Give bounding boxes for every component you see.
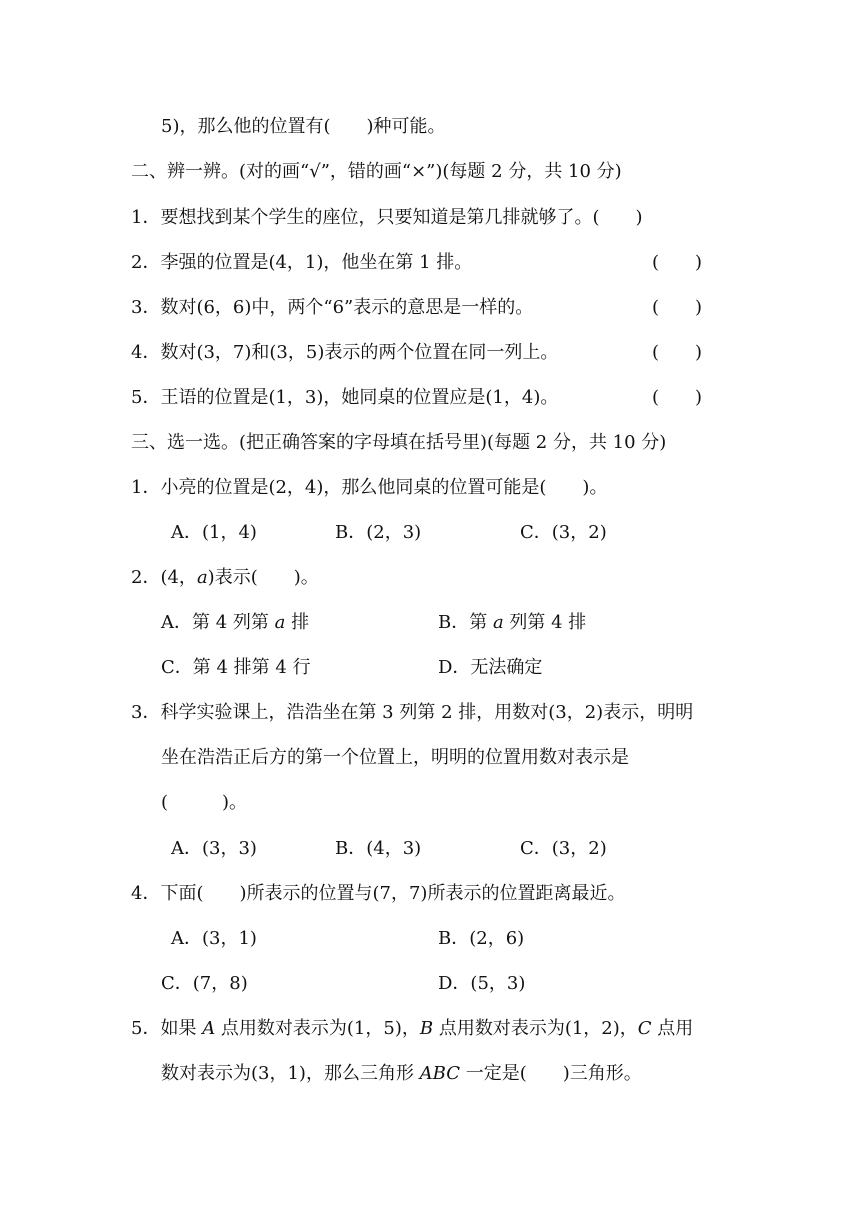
q2-option-b[interactable] bbox=[438, 611, 586, 635]
answer-paren-4[interactable]: ( ) bbox=[652, 342, 703, 363]
q3-option-b[interactable]: B．(4，3) bbox=[335, 838, 422, 859]
q2a-text-pre: A．第 4 列第 bbox=[161, 612, 275, 633]
answer-paren-2[interactable]: ( ) bbox=[652, 252, 703, 273]
q2-text-pre: 2．(4， bbox=[131, 567, 197, 588]
judge-item-2: 2．李强的位置是(4，1)，他坐在第 1 排。 bbox=[131, 252, 473, 273]
q2b-text-post: 列第 4 排 bbox=[503, 612, 587, 633]
q4-option-b[interactable]: B．(2，6) bbox=[438, 928, 525, 949]
choice-question-1: 1．小亮的位置是(2，4)，那么他同桌的位置可能是( )。 bbox=[131, 477, 608, 498]
section-two-heading: 二、辨一辨。(对的画“√”，错的画“×”)(每题 2 分，共 10 分) bbox=[131, 161, 622, 182]
answer-paren-3[interactable]: ( ) bbox=[652, 297, 703, 318]
choice-question-3-line-1: 3．科学实验课上，浩浩坐在第 3 列第 2 排，用数对(3，2)表示，明明 bbox=[131, 702, 694, 723]
q5-point-c: C bbox=[637, 1018, 652, 1039]
q5-text-5: 数对表示为(3，1)，那么三角形 bbox=[161, 1063, 420, 1084]
q4-option-c[interactable]: C．(7，8) bbox=[161, 973, 248, 994]
q4-option-d[interactable]: D．(5，3) bbox=[438, 973, 526, 994]
q2-option-a[interactable] bbox=[161, 611, 309, 635]
q2a-variable: a bbox=[274, 612, 286, 633]
judge-item-5: 5．王语的位置是(1，3)，她同桌的位置应是(1，4)。 bbox=[131, 387, 559, 408]
choice-question-5-line-2 bbox=[161, 1062, 642, 1086]
q2-option-c[interactable]: C．第 4 排第 4 行 bbox=[161, 657, 311, 678]
judge-item-4: 4．数对(3，7)和(3，5)表示的两个位置在同一列上。 bbox=[131, 342, 559, 363]
q3-option-c[interactable]: C．(3，2) bbox=[520, 838, 607, 859]
q5-text-1: 5．如果 bbox=[131, 1018, 203, 1039]
judge-item-1: 1．要想找到某个学生的座位，只要知道是第几排就够了。( ) bbox=[131, 207, 643, 228]
q2-text-post: )表示( )。 bbox=[207, 567, 319, 588]
q3-option-a[interactable]: A．(3，3) bbox=[171, 838, 257, 859]
choice-question-2 bbox=[131, 566, 319, 590]
q5-point-a: A bbox=[202, 1018, 216, 1039]
q5-text-4: 点用 bbox=[651, 1018, 694, 1039]
q2b-variable: a bbox=[492, 612, 504, 633]
answer-paren-5[interactable]: ( ) bbox=[652, 387, 703, 408]
judge-item-3: 3．数对(6，6)中，两个“6”表示的意思是一样的。 bbox=[131, 297, 534, 318]
choice-question-4: 4．下面( )所表示的位置与(7，7)所表示的位置距离最近。 bbox=[131, 883, 626, 904]
q5-triangle-name: ABC bbox=[419, 1063, 461, 1084]
q1-option-c[interactable]: C．(3，2) bbox=[520, 522, 607, 543]
q1-option-a[interactable]: A．(1，4) bbox=[171, 522, 257, 543]
question-continuation: 5)，那么他的位置有( )种可能。 bbox=[161, 116, 446, 137]
q1-option-b[interactable]: B．(2，3) bbox=[335, 522, 422, 543]
q5-text-3: 点用数对表示为(1，2)， bbox=[433, 1018, 638, 1039]
q2a-text-post: 排 bbox=[285, 612, 310, 633]
section-three-heading: 三、选一选。(把正确答案的字母填在括号里)(每题 2 分，共 10 分) bbox=[131, 432, 667, 453]
q5-point-b: B bbox=[419, 1018, 434, 1039]
choice-question-5-line-1 bbox=[131, 1017, 693, 1041]
q2-variable: a bbox=[196, 567, 208, 588]
q5-text-2: 点用数对表示为(1，5)， bbox=[215, 1018, 420, 1039]
q5-text-6: 一定是( )三角形。 bbox=[460, 1063, 642, 1084]
q4-option-a[interactable]: A．(3，1) bbox=[171, 928, 257, 949]
choice-question-3-line-3: ( )。 bbox=[161, 792, 248, 813]
choice-question-3-line-2: 坐在浩浩正后方的第一个位置上，明明的位置用数对表示是 bbox=[161, 747, 629, 768]
q2b-text-pre: B．第 bbox=[438, 612, 493, 633]
q2-option-d[interactable]: D．无法确定 bbox=[438, 657, 543, 678]
